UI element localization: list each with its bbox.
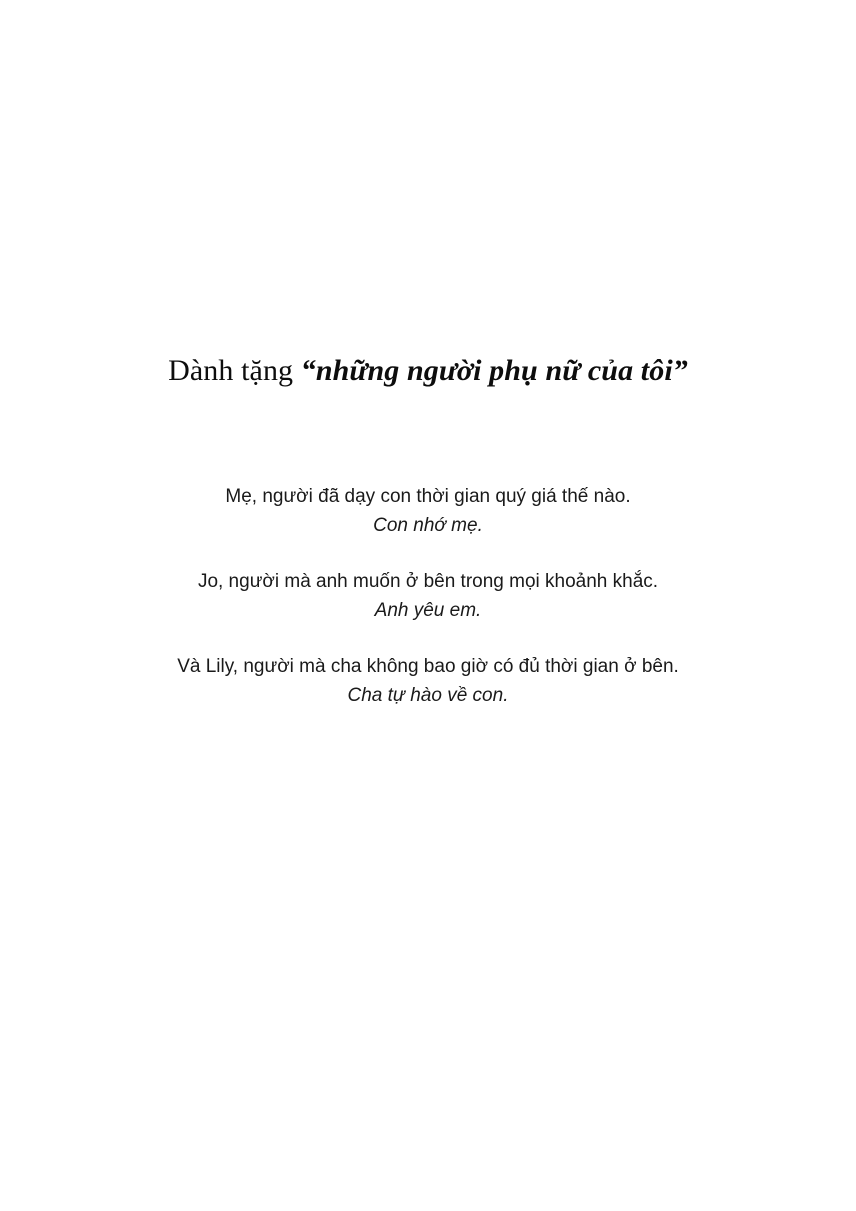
dedication-block [0, 653, 856, 710]
dedication-heading-quoted: “những người phụ nữ của tôi” [300, 354, 688, 387]
dedication-line: Mẹ, người đã dạy con thời gian quý giá thế nào. [225, 486, 631, 507]
dedication-emphasis: Anh yêu em. [374, 599, 482, 621]
dedication-heading-lead: Dành tặng [168, 354, 301, 387]
dedication-line: Và Lily, người mà cha không bao giờ có đủ thời gian ở bên. [177, 656, 679, 677]
dedication-heading [0, 352, 856, 390]
dedication-emphasis: Cha tự hào về con. [347, 684, 509, 706]
dedication-block [0, 568, 856, 625]
dedication-heading-container [0, 352, 856, 390]
dedication-emphasis: Con nhớ mẹ. [373, 514, 483, 536]
dedication-line: Jo, người mà anh muốn ở bên trong mọi khoảnh khắc. [197, 571, 659, 592]
dedication-body [0, 483, 856, 710]
dedication-block [0, 483, 856, 540]
